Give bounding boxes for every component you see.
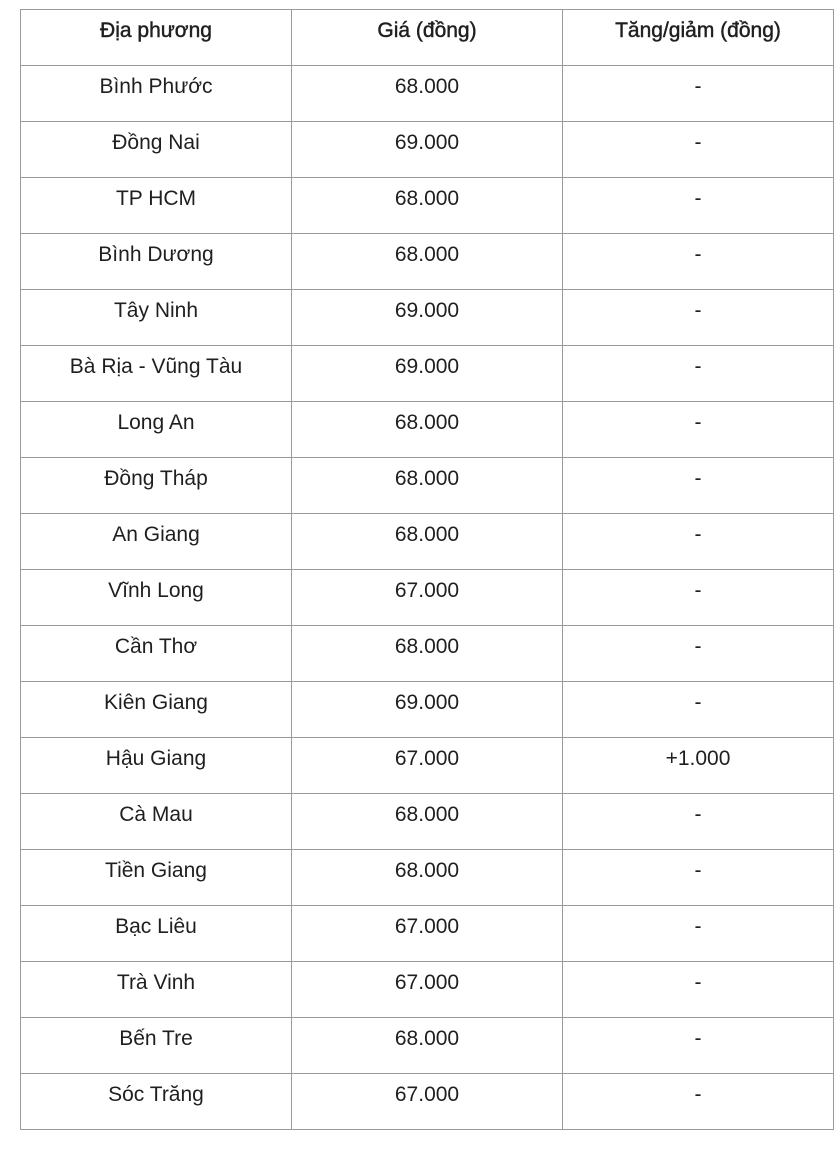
change-cell: -	[563, 458, 834, 514]
region-cell: Đồng Nai	[21, 122, 292, 178]
price-cell: 67.000	[292, 738, 563, 794]
price-cell: 68.000	[292, 626, 563, 682]
region-cell: Đồng Tháp	[21, 458, 292, 514]
price-cell: 68.000	[292, 66, 563, 122]
table-row	[21, 402, 834, 458]
table-row	[21, 626, 834, 682]
table-row	[21, 1074, 834, 1130]
change-cell: -	[563, 122, 834, 178]
table-row	[21, 234, 834, 290]
region-cell: TP HCM	[21, 178, 292, 234]
price-cell: 68.000	[292, 178, 563, 234]
region-cell: Trà Vinh	[21, 962, 292, 1018]
price-cell: 68.000	[292, 234, 563, 290]
price-cell: 68.000	[292, 1018, 563, 1074]
table-row	[21, 178, 834, 234]
region-cell: Bạc Liêu	[21, 906, 292, 962]
price-cell: 68.000	[292, 850, 563, 906]
table-row	[21, 458, 834, 514]
price-cell: 68.000	[292, 794, 563, 850]
table-row	[21, 66, 834, 122]
price-cell: 69.000	[292, 682, 563, 738]
region-cell: Bà Rịa - Vũng Tàu	[21, 346, 292, 402]
change-cell: -	[563, 234, 834, 290]
header-price: Giá (đồng)	[292, 10, 563, 66]
region-cell: Tiền Giang	[21, 850, 292, 906]
table-row	[21, 850, 834, 906]
table-body	[21, 66, 834, 1130]
change-cell: -	[563, 794, 834, 850]
region-cell: Bình Phước	[21, 66, 292, 122]
region-cell: Long An	[21, 402, 292, 458]
region-cell: An Giang	[21, 514, 292, 570]
region-cell: Cà Mau	[21, 794, 292, 850]
header-region: Địa phương	[21, 10, 292, 66]
table-row	[21, 346, 834, 402]
header-row	[21, 10, 834, 66]
change-cell: -	[563, 1018, 834, 1074]
table-row	[21, 290, 834, 346]
change-cell: -	[563, 1074, 834, 1130]
region-cell: Kiên Giang	[21, 682, 292, 738]
price-cell: 68.000	[292, 402, 563, 458]
change-cell: +1.000	[563, 738, 834, 794]
change-cell: -	[563, 626, 834, 682]
region-cell: Vĩnh Long	[21, 570, 292, 626]
region-cell: Cần Thơ	[21, 626, 292, 682]
price-cell: 69.000	[292, 122, 563, 178]
change-cell: -	[563, 346, 834, 402]
change-cell: -	[563, 570, 834, 626]
region-cell: Bình Dương	[21, 234, 292, 290]
change-cell: -	[563, 514, 834, 570]
change-cell: -	[563, 290, 834, 346]
change-cell: -	[563, 850, 834, 906]
change-cell: -	[563, 178, 834, 234]
price-cell: 69.000	[292, 290, 563, 346]
price-cell: 69.000	[292, 346, 563, 402]
region-cell: Sóc Trăng	[21, 1074, 292, 1130]
table-row	[21, 682, 834, 738]
change-cell: -	[563, 682, 834, 738]
region-cell: Hậu Giang	[21, 738, 292, 794]
table-row	[21, 1018, 834, 1074]
header-change: Tăng/giảm (đồng)	[563, 10, 834, 66]
region-cell: Tây Ninh	[21, 290, 292, 346]
change-cell: -	[563, 906, 834, 962]
price-cell: 67.000	[292, 1074, 563, 1130]
price-cell: 68.000	[292, 458, 563, 514]
region-cell: Bến Tre	[21, 1018, 292, 1074]
change-cell: -	[563, 962, 834, 1018]
table-row	[21, 514, 834, 570]
table-row	[21, 906, 834, 962]
table-row	[21, 738, 834, 794]
table-row	[21, 122, 834, 178]
price-cell: 68.000	[292, 514, 563, 570]
change-cell: -	[563, 402, 834, 458]
table-row	[21, 570, 834, 626]
price-cell: 67.000	[292, 962, 563, 1018]
price-table	[20, 9, 834, 1130]
change-cell: -	[563, 66, 834, 122]
table-header	[21, 10, 834, 66]
price-cell: 67.000	[292, 906, 563, 962]
table-row	[21, 794, 834, 850]
table-row	[21, 962, 834, 1018]
price-cell: 67.000	[292, 570, 563, 626]
